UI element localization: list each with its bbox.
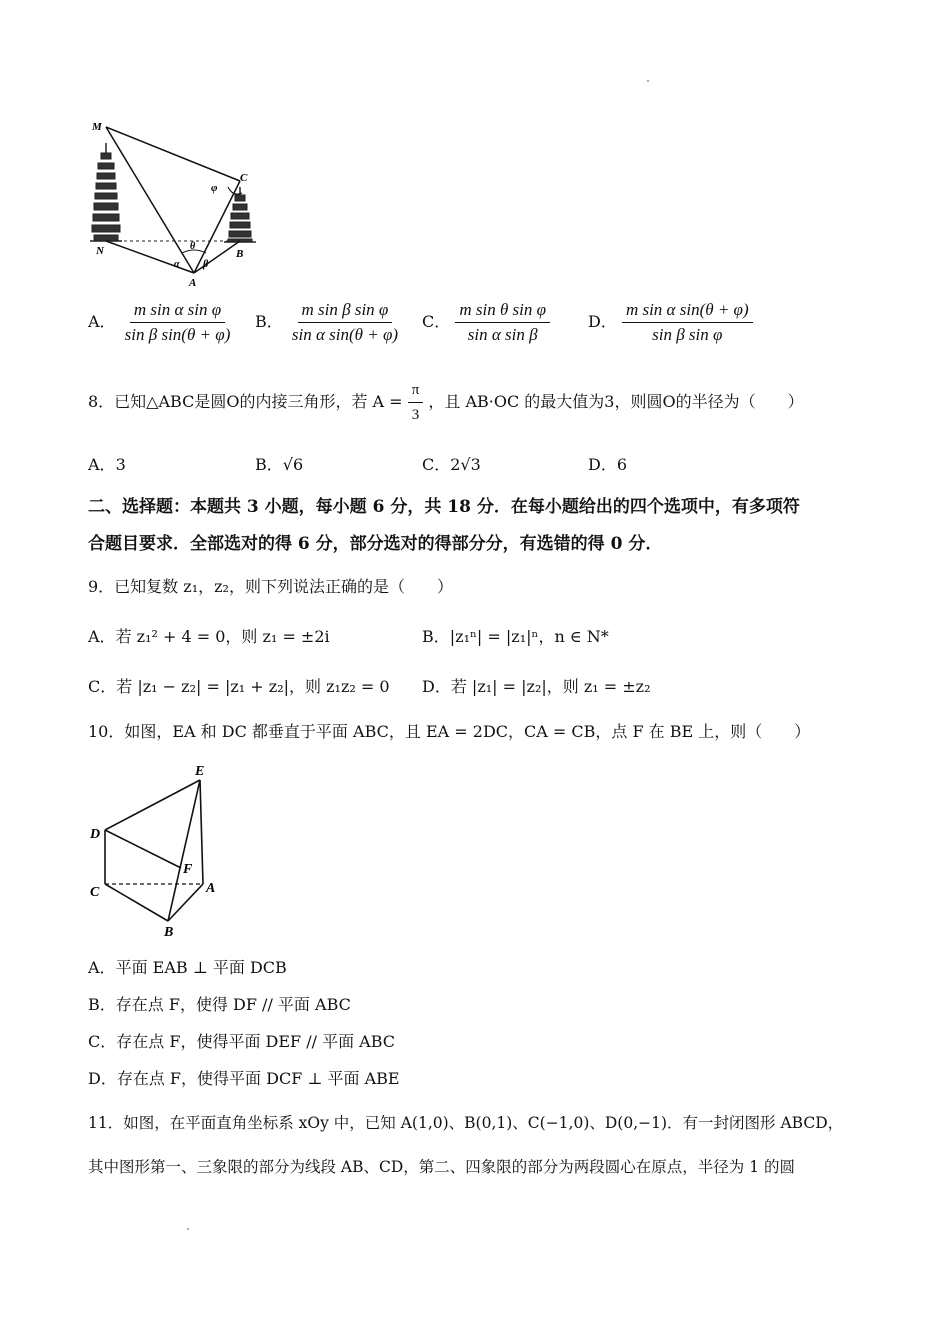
q8-option-a[interactable]: A．3 (88, 455, 126, 474)
pi-over-3: $\frac{\pi}{3}$ (408, 380, 424, 425)
label-C: C (90, 885, 100, 900)
prism-figure (85, 758, 225, 940)
label-A: A (206, 881, 216, 896)
q8-stem: 8．已知△ABC是圆O的内接三角形，若 A = $\frac{\pi}{3}$ ，且 AB·OC 的最大值为3，则圆O的半径为（ ） (88, 382, 804, 423)
label-M: M (92, 121, 102, 133)
q9-option-b[interactable]: B．|z₁ⁿ| = |z₁|ⁿ，n ∈ N* (422, 627, 609, 646)
q10-option-d[interactable]: D．存在点 F，使得平面 DCF ⊥ 平面 ABE (88, 1069, 400, 1088)
q8-option-d[interactable]: D．6 (588, 455, 628, 474)
section2-line2: 合题目要求．全部选对的得 6 分，部分选对的得部分分，有选错的得 0 分． (88, 534, 663, 554)
q10-stem: 10．如图，EA 和 DC 都垂直于平面 ABC，且 EA = 2DC，CA = CB，点 F 在 BE 上，则（ ） (88, 722, 811, 741)
q10-option-b[interactable]: B．存在点 F，使得 DF // 平面 ABC (88, 995, 351, 1014)
q9-stem: 9．已知复数 z₁，z₂，则下列说法正确的是（ ） (88, 577, 453, 596)
section2-line1: 二、选择题：本题共 3 小题，每小题 6 分，共 18 分．在每小题给出的四个选项中，有多项符 (88, 497, 800, 517)
left-tower (90, 143, 122, 241)
q9-option-a[interactable]: A．若 z₁² + 4 = 0，则 z₁ = ±2i (88, 627, 330, 646)
label-C: C (240, 172, 248, 184)
q10-option-c[interactable]: C．存在点 F，使得平面 DEF // 平面 ABC (88, 1032, 396, 1051)
label-F: F (183, 862, 193, 877)
q10-option-a[interactable]: A．平面 EAB ⊥ 平面 DCB (88, 958, 287, 977)
q7-option-b[interactable]: B． $\frac{\text{m sin β sin φ}}{\text{sin α sin(θ + φ)}}$ (255, 300, 402, 345)
header-dot (647, 80, 649, 82)
label-N: N (96, 245, 104, 257)
fraction: $\frac{\text{m sin α sin(θ + φ)}}{\text{sin β sin φ}}$ (622, 300, 753, 345)
q7-option-a[interactable]: A． $\frac{\text{m sin α sin φ}}{\text{sin β sin(θ + φ)}}$ (88, 300, 234, 345)
tower-figure (88, 115, 268, 290)
q7-option-c[interactable]: C． $\frac{\text{m sin θ sin φ}}{\text{sin α sin β}}$ (422, 300, 550, 345)
q9-option-c[interactable]: C．若 |z₁ − z₂| = |z₁ + z₂|，则 z₁z₂ = 0 (88, 677, 390, 696)
fraction: $\frac{\text{m sin β sin φ}}{\text{sin α sin(θ + φ)}}$ (291, 300, 399, 344)
label-A: A (189, 277, 197, 289)
right-tower (224, 187, 256, 242)
label-alpha: α (174, 259, 180, 270)
q8-option-b[interactable]: B．√6 (255, 455, 304, 474)
q9-option-d[interactable]: D．若 |z₁| = |z₂|，则 z₁ = ±z₂ (422, 677, 651, 696)
footer-dot (187, 1228, 189, 1230)
label-theta: θ (190, 241, 196, 252)
q8-option-c[interactable]: C．2√3 (422, 455, 481, 474)
label-D: D (90, 827, 101, 842)
q11-line2: 其中图形第一、三象限的部分为线段 AB、CD，第二、四象限的部分为两段圆心在原点，半径为 1 的圆 (88, 1158, 796, 1176)
label-beta: β (203, 259, 209, 270)
label-B: B (164, 925, 174, 940)
label-E: E (195, 764, 205, 779)
fraction: $\frac{\text{m sin θ sin φ}}{\text{sin α sin β}}$ (455, 300, 550, 345)
label-B: B (236, 248, 244, 260)
q11-line1: 11．如图，在平面直角坐标系 xOy 中，已知 A(1,0)、B(0,1)、C(−1,0)、D(0,−1)．有一封闭图形 ABCD， (88, 1114, 844, 1132)
label-phi: φ (211, 182, 218, 194)
q7-option-d[interactable]: D． $\frac{\text{m sin α sin(θ + φ)}}{\text{sin β sin φ}}$ (588, 300, 753, 345)
fraction: $\frac{\text{m sin α sin φ}}{\text{sin β sin(θ + φ)}}$ (124, 300, 231, 344)
